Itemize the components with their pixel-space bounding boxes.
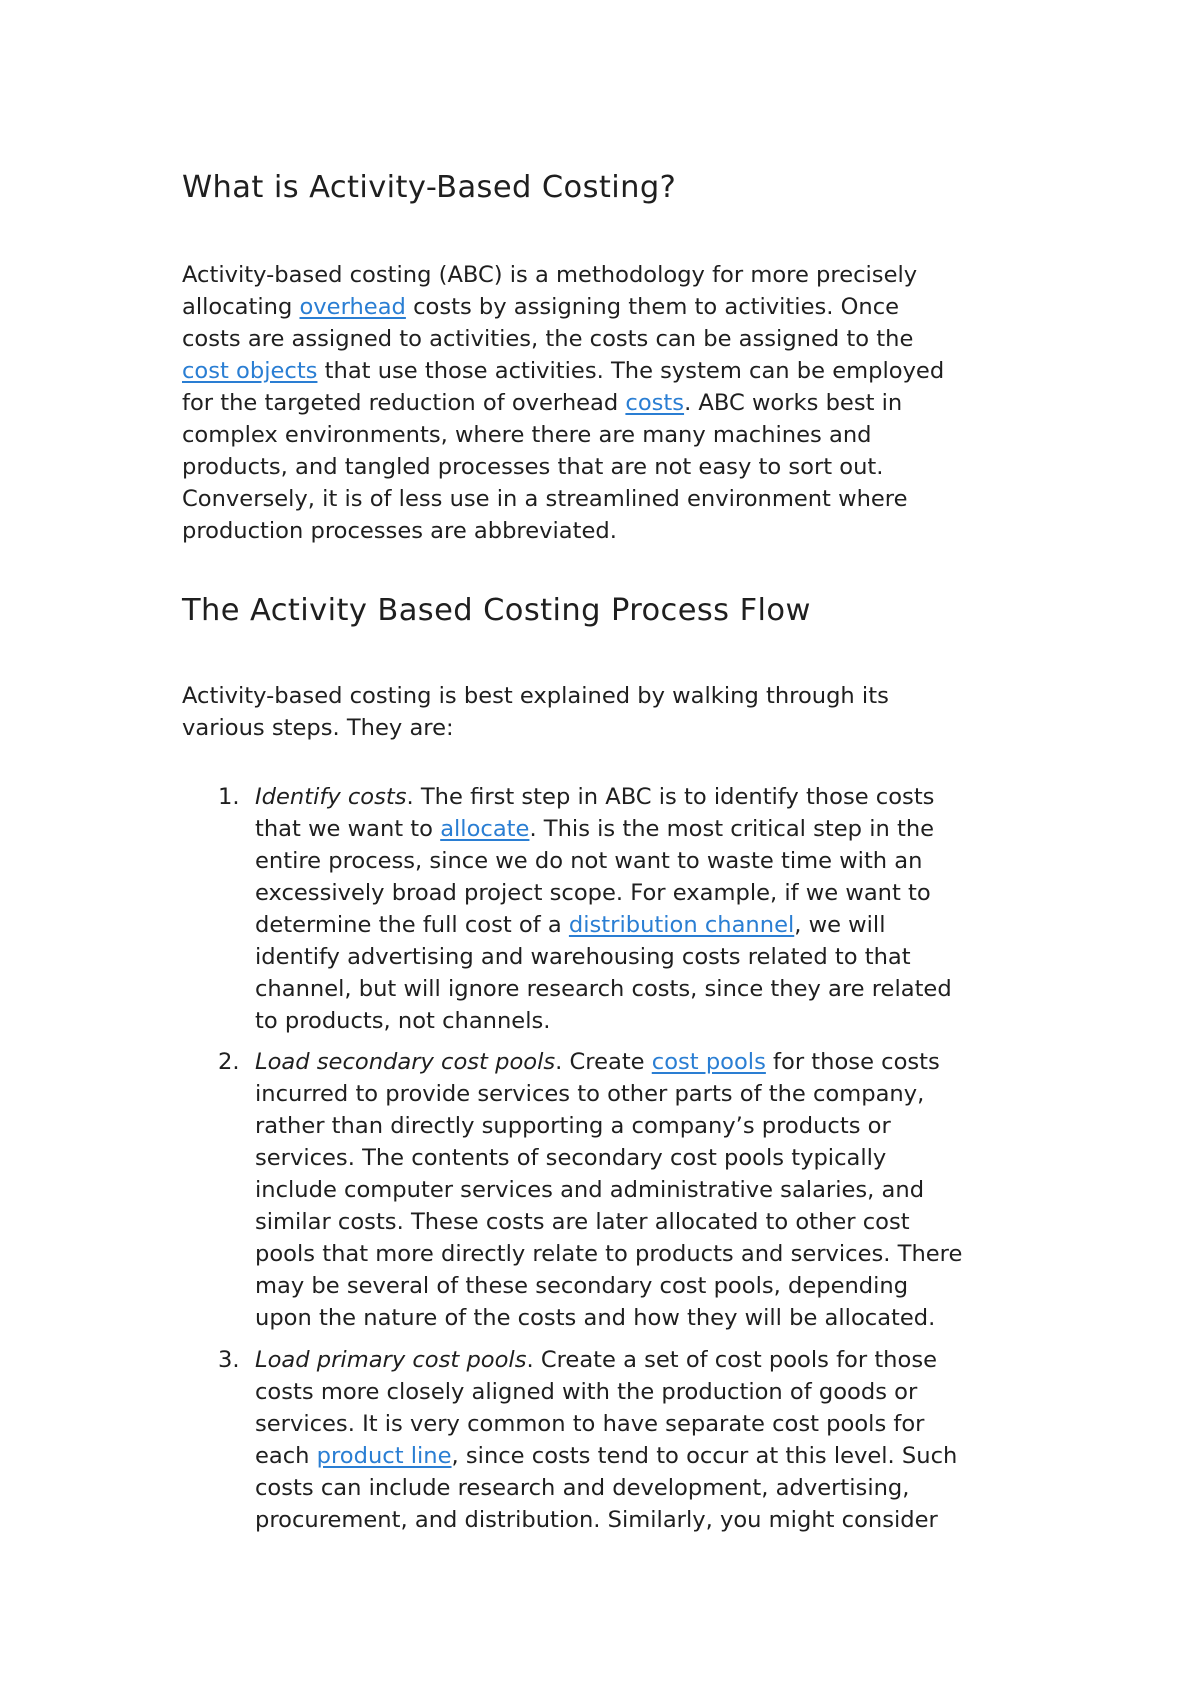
list-number: 1.	[218, 784, 240, 810]
text-line: Activity-based costing is best explained by walking through its	[182, 683, 889, 709]
text-line: identify advertising and warehousing costs related to that	[255, 944, 911, 970]
text-line: to products, not channels.	[255, 1008, 551, 1034]
text-line: each product line, since costs tend to occur at this level. Such	[255, 1443, 958, 1469]
text-line: complex environments, where there are many machines and	[182, 422, 872, 448]
text-line: for the targeted reduction of overhead costs. ABC works best in	[182, 390, 903, 416]
text-line: entire process, since we do not want to waste time with an	[255, 848, 923, 874]
text-line: determine the full cost of a distribution channel, we will	[255, 912, 886, 938]
text-line: Conversely, it is of less use in a streamlined environment where	[182, 486, 908, 512]
text-line: costs can include research and development, advertising,	[255, 1475, 910, 1501]
text-line: Load secondary cost pools. Create cost pools for those costs	[255, 1049, 940, 1075]
text-line: costs more closely aligned with the production of goods or	[255, 1379, 918, 1405]
list-item-body	[255, 1046, 962, 1334]
text-line: upon the nature of the costs and how they will be allocated.	[255, 1305, 936, 1331]
text-line: incurred to provide services to other parts of the company,	[255, 1081, 925, 1107]
text-line: similar costs. These costs are later allocated to other cost	[255, 1209, 910, 1235]
text-line: cost objects that use those activities. The system can be employed	[182, 358, 945, 384]
text-line: Activity-based costing (ABC) is a methodology for more precisely	[182, 262, 918, 288]
list-item-body	[255, 781, 952, 1037]
list-number: 3.	[218, 1347, 240, 1373]
text-line: rather than directly supporting a company’s products or	[255, 1113, 891, 1139]
link-product-line[interactable]: product line	[316, 1443, 452, 1469]
text-line: production processes are abbreviated.	[182, 518, 617, 544]
text-line: Identify costs. The first step in ABC is to identify those costs	[255, 784, 935, 810]
process-intro-paragraph	[182, 680, 889, 744]
text-line: allocating overhead costs by assigning them to activities. Once	[182, 294, 900, 320]
link-costs[interactable]: costs	[625, 390, 685, 416]
text-line: excessively broad project scope. For example, if we want to	[255, 880, 931, 906]
list-number: 2.	[218, 1049, 240, 1075]
abc-definition-paragraph	[182, 259, 944, 547]
text-line: various steps. They are:	[182, 715, 454, 741]
text-line: services. It is very common to have separate cost pools for	[255, 1411, 925, 1437]
text-line: services. The contents of secondary cost pools typically	[255, 1145, 887, 1171]
text-line: costs are assigned to activities, the costs can be assigned to the	[182, 326, 914, 352]
link-distribution-channel[interactable]: distribution channel	[568, 912, 795, 938]
link-allocate[interactable]: allocate	[440, 816, 530, 842]
link-cost-pools[interactable]: cost pools	[651, 1049, 766, 1075]
heading-what-is-abc: What is Activity-Based Costing?	[182, 170, 677, 205]
text-line: may be several of these secondary cost pools, depending	[255, 1273, 909, 1299]
list-item-body	[255, 1344, 957, 1536]
text-line: channel, but will ignore research costs, since they are related	[255, 976, 952, 1002]
text-line: products, and tangled processes that are not easy to sort out.	[182, 454, 884, 480]
text-line: pools that more directly relate to products and services. There	[255, 1241, 963, 1267]
text-line: procurement, and distribution. Similarly, you might consider	[255, 1507, 938, 1533]
text-line: Load primary cost pools. Create a set of cost pools for those	[255, 1347, 937, 1373]
text-line: that we want to allocate. This is the most critical step in the	[255, 816, 935, 842]
link-cost-objects[interactable]: cost objects	[182, 358, 318, 384]
link-overhead[interactable]: overhead	[299, 294, 406, 320]
heading-process-flow: The Activity Based Costing Process Flow	[182, 593, 811, 628]
text-line: include computer services and administrative salaries, and	[255, 1177, 925, 1203]
